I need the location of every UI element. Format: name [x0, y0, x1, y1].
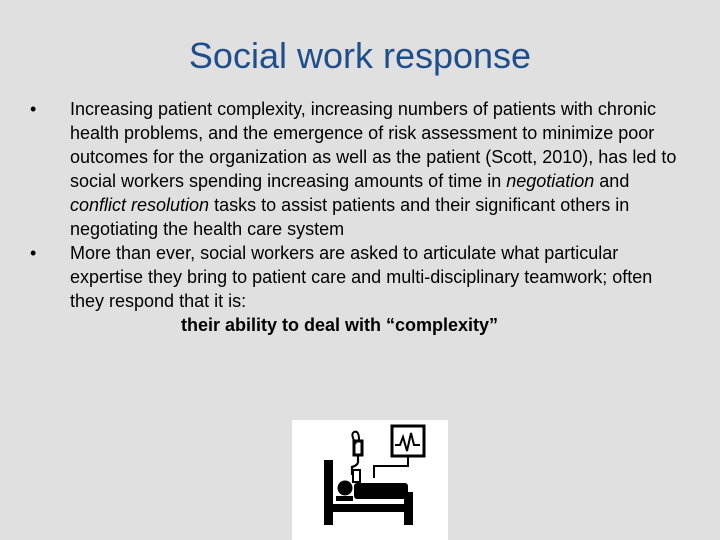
- bullet-item-complexity: [30, 97, 690, 241]
- emphasis-negotiation: negotiation: [506, 171, 595, 191]
- bullet-text: More than ever, social workers are asked to articulate what particular expertise they bring to patient care and multi-disciplinary teamwork; often they respond that it is:: [70, 243, 653, 311]
- bullet-item-expertise: [30, 241, 690, 337]
- bullet-text-part: and: [594, 171, 630, 191]
- hospital-bed-illustration: [292, 420, 448, 540]
- conclusion-text: their ability to deal with “complexity”: [181, 315, 499, 335]
- bullet-list: [30, 97, 690, 337]
- bullet-marker: •: [30, 99, 37, 119]
- bullet-text-part: Increasing patient complexity, increasing numbers of patients with chronic health problems, and the emergence of risk assessment to minimize poor outcomes for the organization as well as the patient (Scott, 2010), has led to social workers spending increasing amounts of time in: [70, 99, 677, 191]
- emphasis-conflict-resolution: conflict resolution: [70, 195, 210, 215]
- bullet-text-part: tasks to assist patients and their significant others in negotiating the health care system: [70, 195, 630, 239]
- hospital-bed-patient-icon: [292, 420, 448, 540]
- bullet-marker: •: [30, 243, 37, 263]
- bullet-text: [70, 97, 690, 241]
- slide-title: Social work response: [188, 35, 532, 76]
